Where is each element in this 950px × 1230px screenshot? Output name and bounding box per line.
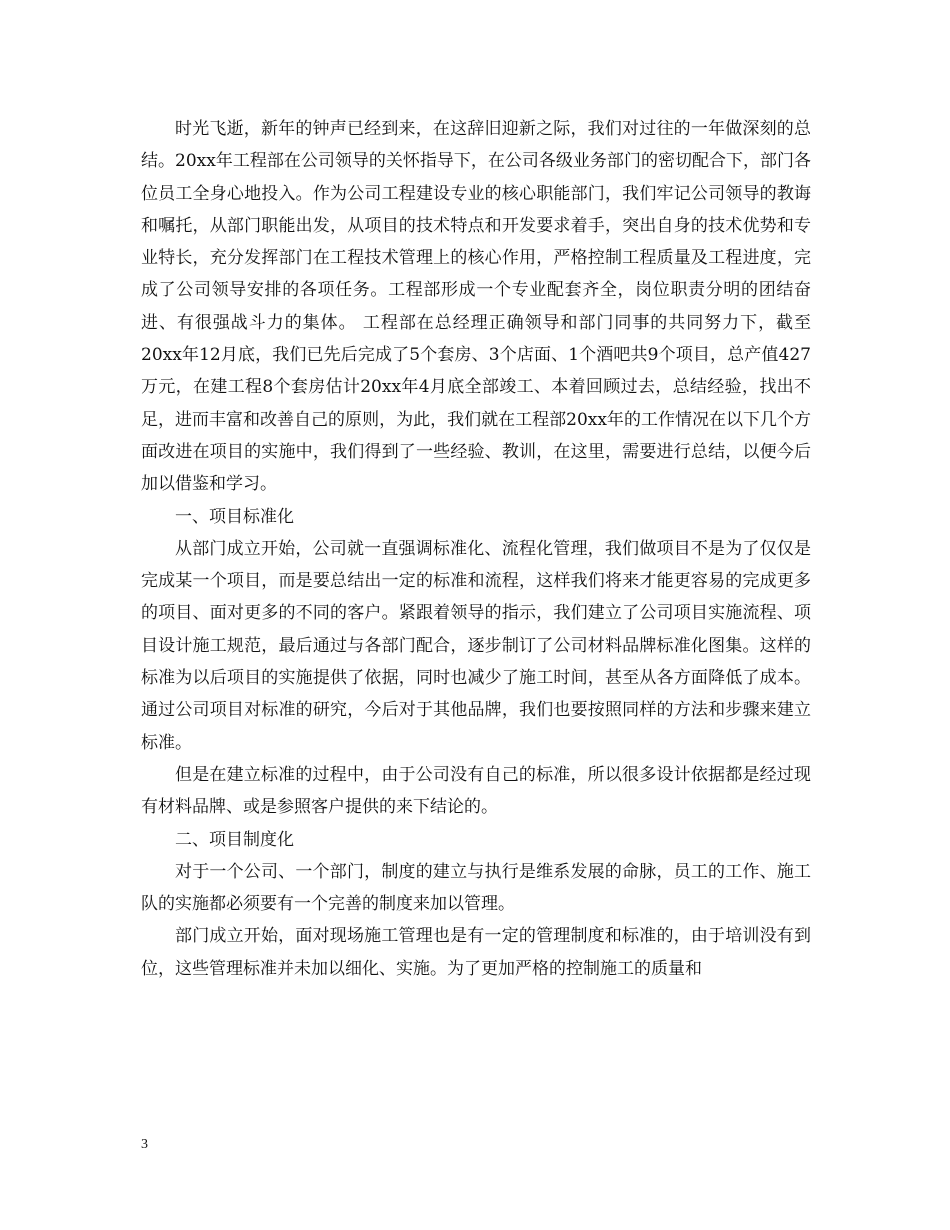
site-management-paragraph: 部门成立开始，面对现场施工管理也是有一定的管理制度和标准的，由于培训没有到位，这些管理标准并未加以细化、实施。为了更加严格的控制施工的质量和 <box>141 926 811 979</box>
page-number: 3 <box>141 1137 148 1152</box>
institutionalization-paragraph: 对于一个公司、一个部门，制度的建立与执行是维系发展的命脉，员工的工作、施工队的实施都必须要有一个完善的制度来加以管理。 <box>141 861 811 915</box>
document-body <box>141 113 811 985</box>
section-heading-institutionalization: 二、项目制度化 <box>175 829 294 850</box>
section-heading-standardization: 一、项目标准化 <box>175 506 294 527</box>
intro-paragraph: 时光飞逝，新年的钟声已经到来，在这辞旧迎新之际，我们对过往的一年做深刻的总结。20xx年工程部在公司领导的关怀指导下，在公司各级业务部门的密切配合下，部门各位员工全身心地投入。作为公司工程建设专业的核心职能部门，我们牢记公司领导的教诲和嘱托，从部门职能出发，从项目的技术特点和开发要求着手，突出自身的技术优势和专业特长，充分发挥部门在工程技术管理上的核心作用，严格控制工程质量及工程进度，完成了公司领导安排的各项任务。工程部形成一个专业配套齐全，岗位职责分明的团结奋进、有很强战斗力的集体。 工程部在总经理正确领导和部门同事的共同努力下，截至20xx年12月底，我们已先后完成了5个套房、3个店面、1个酒吧共9个项目，总产值427万元，在建工程8个套房估计20xx年4月底全部竣工、本着回顾过去，总结经验，找出不足，进而丰富和改善自己的原则，为此，我们就在工程部20xx年的工作情况在以下几个方面改进在项目的实施中，我们得到了一些经验、教训，在这里，需要进行总结，以便今后加以借鉴和学习。 <box>141 119 811 495</box>
standardization-issue-paragraph: 但是在建立标准的过程中，由于公司没有自己的标准，所以很多设计依据都是经过现有材料品牌、或是参照客户提供的来下结论的。 <box>141 764 811 818</box>
standardization-paragraph: 从部门成立开始，公司就一直强调标准化、流程化管理，我们做项目不是为了仅仅是完成某一个项目，而是要总结出一定的标准和流程，这样我们将来才能更容易的完成更多的项目、面对更多的不同的客户。紧跟着领导的指示，我们建立了公司项目实施流程、项目设计施工规范，最后通过与各部门配合，逐步制订了公司材料品牌标准化图集。这样的标准为以后项目的实施提供了依据，同时也减少了施工时间，甚至从各方面降低了成本。通过公司项目对标准的研究，今后对于其他品牌，我们也要按照同样的方法和步骤来建立标准。 <box>141 538 811 753</box>
